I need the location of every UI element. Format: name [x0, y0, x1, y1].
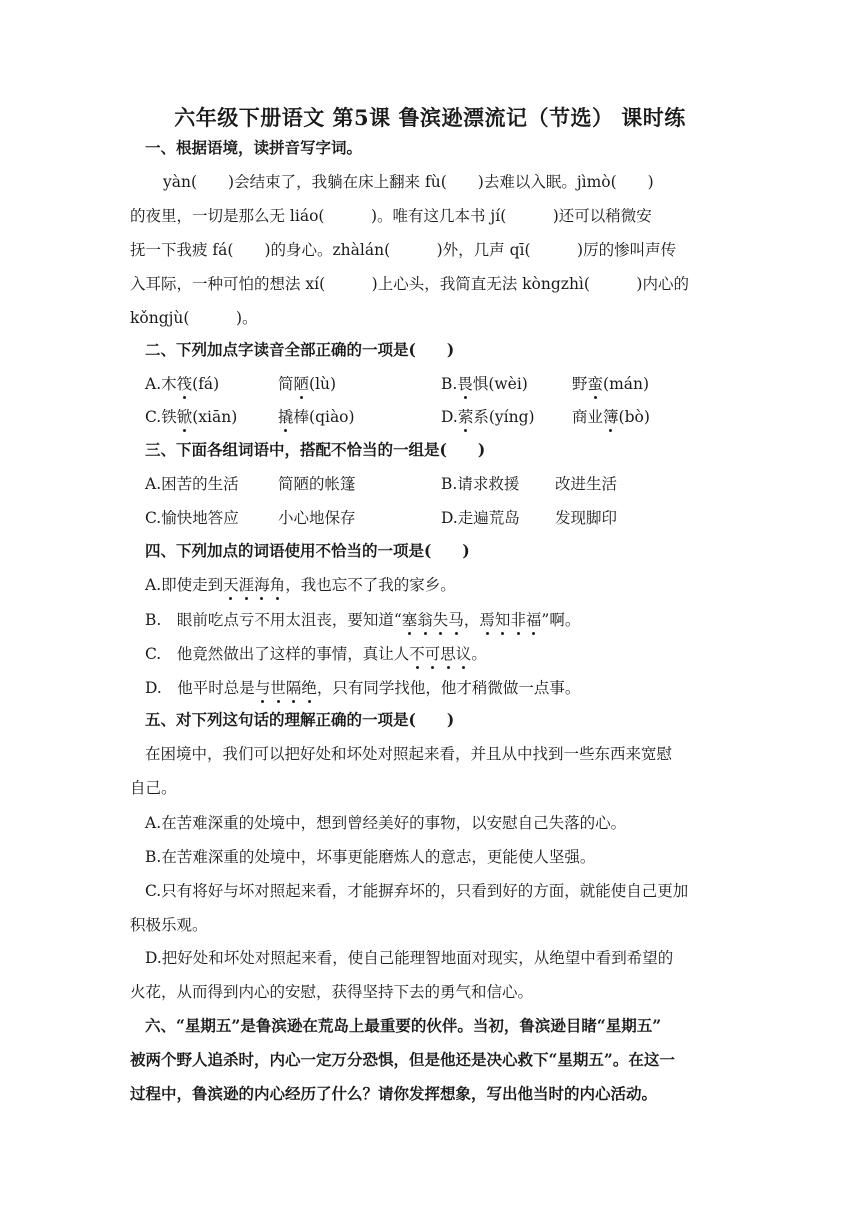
- option-2d: [441, 407, 535, 427]
- dotted-char: 陋: [293, 375, 310, 393]
- dotted-char: ，: [463, 611, 480, 629]
- dotted-char: 可: [424, 645, 441, 663]
- option-5b: B.在苦难深重的处境中，坏事更能磨炼人的意志，更能使人坚强。: [145, 848, 596, 866]
- option-5d-line-2: 火花，从而得到内心的安慰，获得坚持下去的勇气和信心。: [130, 983, 534, 1001]
- page-title: 六年级下册语文 第5课 鲁滨逊漂流记（节选） 课时练: [174, 105, 686, 130]
- pinyin: (fá): [192, 375, 220, 393]
- dotted-char: 涯: [238, 576, 255, 594]
- option-2d-second: [572, 407, 650, 427]
- option-2b-second: [572, 374, 649, 394]
- option-2a: [145, 374, 219, 394]
- dotted-char: 绝: [301, 679, 317, 697]
- dotted-phrase: [402, 611, 542, 629]
- dotted-char: 世: [270, 679, 286, 697]
- option-5c-line-2: 积极乐观。: [130, 916, 208, 934]
- dotted-char: 萦: [457, 408, 474, 426]
- option-text: D. 他平时总是: [145, 679, 255, 697]
- option-text-end: 。: [471, 645, 487, 663]
- option-4c: [145, 644, 487, 664]
- option-3d: D.走遍荒岛: [441, 509, 520, 527]
- option-3c: C.愉快地答应: [145, 509, 239, 527]
- option-2c-second: [278, 407, 355, 427]
- option-3a-second: 简陋的帐篷: [278, 475, 356, 493]
- dotted-char: 畏: [457, 375, 473, 393]
- option-5a: A.在苦难深重的处境中，想到曾经美好的事物，以安慰自己失落的心。: [145, 814, 627, 832]
- dotted-char: 不: [409, 645, 425, 663]
- section-1-line-5: kǒngjù( )。: [130, 309, 258, 327]
- option-text-end: ，我也忘不了我的家乡。: [285, 576, 456, 594]
- dotted-char: 失: [432, 611, 449, 629]
- option-5c-line-1: C.只有将好与坏对照起来看，才能摒弃坏的，只看到好的方面，就能使自己更加: [145, 882, 689, 900]
- pinyin: 系(yíng): [473, 408, 535, 426]
- option-text-end: ”啊。: [541, 611, 581, 629]
- option-3d-second: 发现脚印: [555, 509, 618, 527]
- option-5d-line-1: D.把好处和坏处对照起来看，使自己能理智地面对现实，从绝望中看到希望的: [145, 949, 674, 967]
- dotted-phrase: [255, 679, 317, 697]
- dotted-char: 福: [525, 611, 542, 629]
- dotted-char: 海: [254, 576, 270, 594]
- section-1-line-4: 入耳际，一种可怕的想法 xí( )上心头，我简直无法 kòngzhì( )内心的: [130, 275, 689, 293]
- pinyin: 惧(wèi): [472, 375, 528, 393]
- dotted-char: 翁: [417, 611, 433, 629]
- dotted-char: 簿: [603, 408, 619, 426]
- dotted-phrase: [223, 576, 285, 594]
- option-text: C.铁: [145, 408, 177, 426]
- option-text: 简: [278, 375, 294, 393]
- section-1-line-1: yàn( )会结束了，我躺在床上翻来 fù( )去难以入眠。jìmò( ): [163, 173, 654, 191]
- section-6-line-2: 被两个野人追杀时，内心一定万分恐惧，但是他还是决心救下“星期五”。在这一: [130, 1050, 675, 1069]
- pinyin: (xiān): [192, 408, 238, 426]
- section-3-heading: 三、下面各组词语中，搭配不恰当的一组是( ): [145, 440, 486, 459]
- dotted-char: 角: [269, 576, 286, 594]
- option-text: C. 他竟然做出了这样的事情，真让人: [145, 645, 410, 663]
- option-text: 野: [572, 375, 588, 393]
- option-2b: [441, 374, 528, 394]
- section-1-heading: 一、根据语境，读拼音写字词。: [145, 138, 363, 157]
- option-text: A.木: [145, 375, 177, 393]
- dotted-char: 蛮: [587, 375, 604, 393]
- dotted-char: 与: [254, 679, 271, 697]
- section-6-line-1: 六、“星期五”是鲁滨逊在荒岛上最重要的伙伴。当初，鲁滨逊目睹“星期五”: [145, 1016, 662, 1035]
- section-6-line-3: 过程中，鲁滨逊的内心经历了什么？请你发挥想象，写出他当时的内心活动。: [130, 1084, 658, 1103]
- option-3b: B.请求救援: [441, 475, 520, 493]
- pinyin: (lù): [309, 375, 337, 393]
- section-2-heading: 二、下列加点字读音全部正确的一项是( ): [145, 340, 455, 359]
- dotted-char: 锨: [176, 408, 193, 426]
- dotted-char: 议: [455, 645, 472, 663]
- dotted-char: 马: [448, 611, 464, 629]
- option-3c-second: 小心地保存: [278, 509, 356, 527]
- option-2a-second: [278, 374, 336, 394]
- section-5-quote-line-1: 在困境中，我们可以把好处和坏处对照起来看，并且从中找到一些东西来宽慰: [145, 745, 673, 763]
- section-5-heading: 五、对下列这句话的理解正确的一项是( ): [145, 710, 455, 729]
- pinyin: 棒(qiào): [293, 408, 355, 426]
- pinyin: (bò): [618, 408, 650, 426]
- dotted-phrase: [409, 645, 471, 663]
- option-3a: A.困苦的生活: [145, 475, 239, 493]
- dotted-char: 焉: [479, 611, 495, 629]
- pinyin: (mán): [603, 375, 650, 393]
- dotted-char: 天: [223, 576, 239, 594]
- section-5-quote-line-2: 自己。: [130, 779, 177, 797]
- option-3b-second: 改进生活: [555, 475, 618, 493]
- option-2c: [145, 407, 237, 427]
- option-4d: [145, 678, 580, 698]
- dotted-char: 塞: [401, 611, 418, 629]
- option-text: 商业: [572, 408, 604, 426]
- dotted-char: 知: [494, 611, 511, 629]
- dotted-char: 筏: [176, 375, 193, 393]
- option-text-end: ，只有同学找他，他才稍微做一点事。: [316, 679, 581, 697]
- dotted-char: 非: [510, 611, 526, 629]
- option-text: A.即使走到: [145, 576, 224, 594]
- option-4a: [145, 575, 456, 595]
- option-4b: [145, 610, 580, 630]
- dotted-char: 撬: [278, 408, 294, 426]
- section-1-line-2: 的夜里，一切是那么无 liáo( )。唯有这几本书 jí( )还可以稍微安: [130, 207, 652, 225]
- dotted-char: 隔: [285, 679, 302, 697]
- dotted-char: 思: [440, 645, 456, 663]
- section-4-heading: 四、下列加点的词语使用不恰当的一项是( ): [145, 541, 470, 560]
- section-1-line-3: 抚一下我疲 fá( )的身心。zhàlán( )外，几声 qī( )厉的惨叫声传: [130, 241, 677, 259]
- option-text: B.: [441, 375, 458, 393]
- option-text: B. 眼前吃点亏不用太沮丧，要知道“: [145, 611, 402, 629]
- option-text: D.: [441, 408, 458, 426]
